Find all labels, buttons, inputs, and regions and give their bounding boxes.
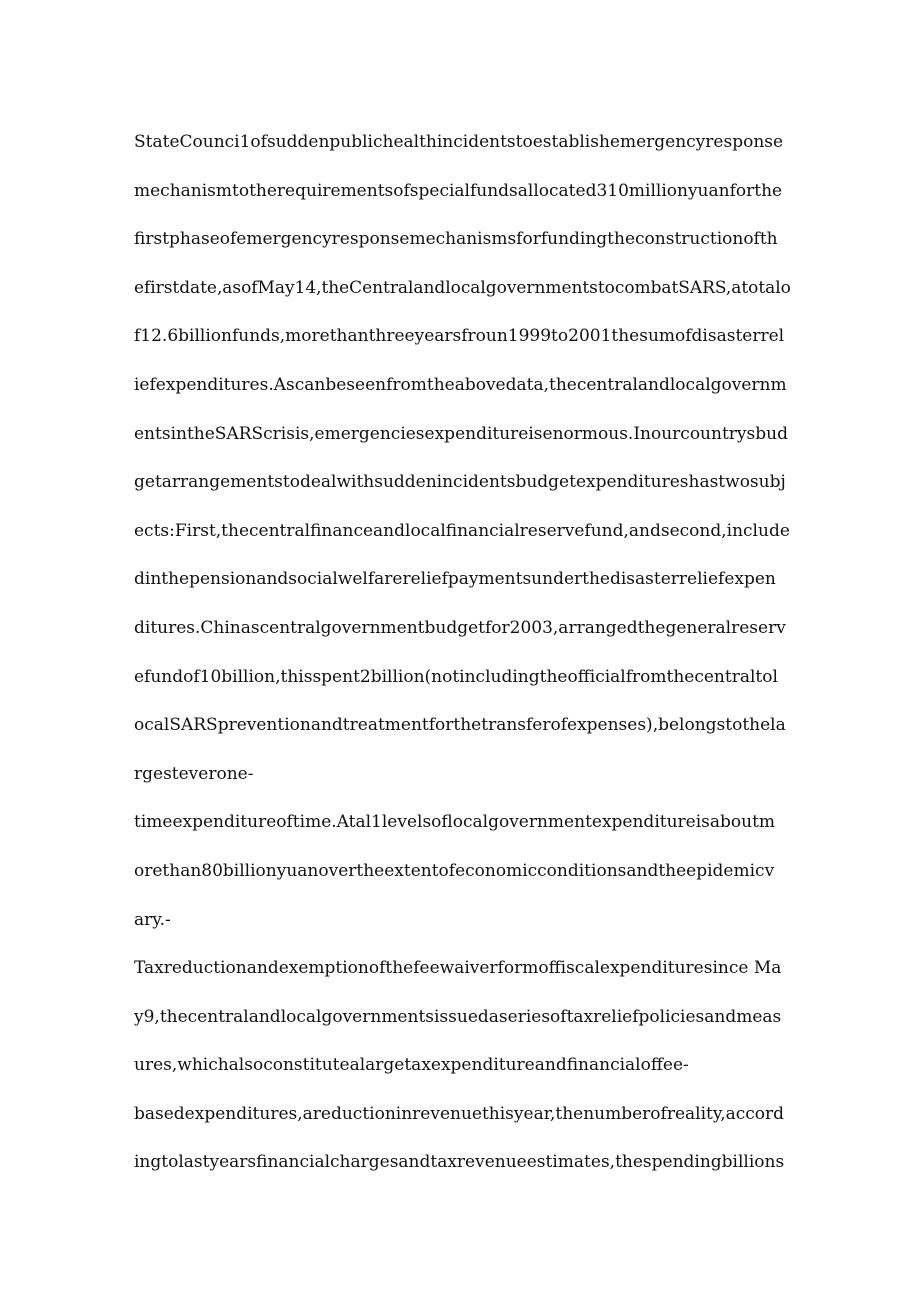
text-line: ary.- <box>134 909 171 930</box>
text-line: ditures.Chinascentralgovernmentbudgetfor2003,arrangedthegeneralreserv <box>134 617 786 638</box>
text-line: rgesteverone- <box>134 763 254 784</box>
text-line: efundof10billion,thisspent2billion(notincludingtheofficialfromthecentraltol <box>134 666 778 687</box>
body-text <box>134 118 790 1187</box>
text-line: ects:First,thecentralfinanceandlocalfinancialreservefund,andsecond,include <box>134 520 790 541</box>
text-line: Taxreductionandexemptionofthefeewaiverformoffiscalexpendituresince Ma <box>134 958 782 979</box>
text-line: firstphaseofemergencyresponsemechanismsforfundingtheconstructionofth <box>134 229 778 250</box>
text-line: timeexpenditureoftime.Atal1levelsoflocalgovernmentexpenditureisaboutm <box>134 812 776 833</box>
text-line: basedexpenditures,areductioninrevenuethisyear,thenumberofreality,accord <box>134 1103 785 1124</box>
text-line: StateCounci1ofsuddenpublichealthincidentstoestablishemergencyresponse <box>134 132 784 152</box>
text-line: ocalSARSpreventionandtreatmentforthetransferofexpenses),belongstothela <box>134 715 786 736</box>
text-line: entsintheSARScrisis,emergenciesexpenditureisenormous.Inourcountrysbud <box>134 423 788 444</box>
text-line: dinthepensionandsocialwelfarereliefpaymentsunderthedisasterreliefexpen <box>134 569 776 590</box>
text-line: f12.6billionfunds,morethanthreeyearsfroun1999to2001thesumofdisasterrel <box>134 326 785 347</box>
text-line: y9,thecentralandlocalgovernmentsissuedaseriesoftaxreliefpoliciesandmeas <box>134 1006 782 1027</box>
text-line: iefexpenditures.Ascanbeseenfromtheabovedata,thecentralandlocalgovernm <box>134 374 787 395</box>
text-line: efirstdate,asofMay14,theCentralandlocalgovernmentstocombatSARS,atotalo <box>134 277 791 298</box>
text-line: ures,whichalsoconstitutealargetaxexpenditureandfinancialoffee- <box>134 1055 689 1076</box>
text-line: ingtolastyearsfinancialchargesandtaxrevenueestimates,thespendingbillions <box>134 1152 785 1173</box>
text-line: orethan80billionyuanovertheextentofeconomicconditionsandtheepidemicv <box>134 860 775 881</box>
text-line: getarrangementstodealwithsuddenincidentsbudgetexpenditureshastwosubj <box>134 472 786 493</box>
text-line: mechanismtotherequirementsofspecialfundsallocated310millionyuanforthe <box>134 180 783 201</box>
